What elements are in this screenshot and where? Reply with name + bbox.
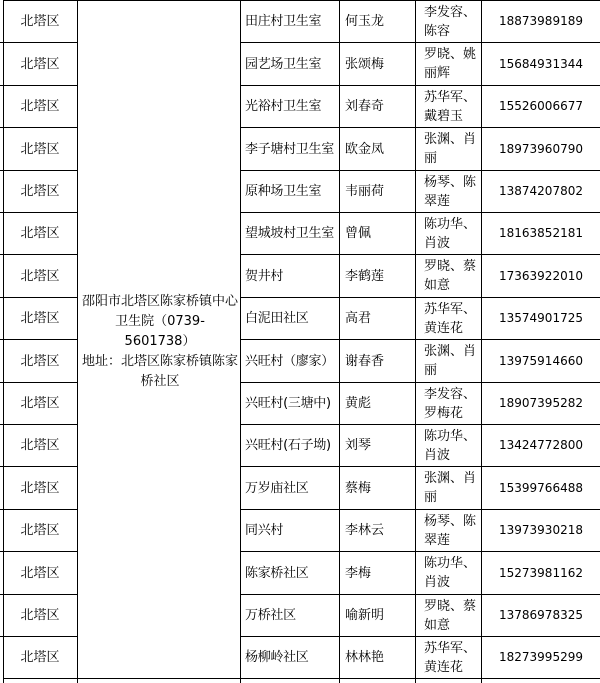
phone-cell: 18907395282 (499, 396, 583, 410)
staff-cell: 张渊、肖丽 (424, 344, 477, 378)
column-divider (339, 0, 340, 683)
district-cell: 北塔区 (20, 565, 60, 581)
district-cell: 北塔区 (20, 523, 60, 538)
district-cell: 北塔区 (20, 650, 60, 665)
clinic-name-cell: 兴旺村（廖家） (245, 353, 334, 369)
staff-cell: 苏华军、黄连花 (424, 301, 477, 336)
doctor-cell: 李鹤莲 (345, 268, 385, 284)
district-cell: 北塔区 (20, 99, 60, 114)
doctor-cell: 李林云 (345, 523, 385, 538)
staff-cell: 张渊、肖丽 (424, 132, 477, 166)
doctor-cell: 高君 (345, 311, 372, 326)
staff-cell: 苏华军、黄连花 (424, 640, 477, 675)
staff-cell: 陈功华、肖波 (424, 556, 477, 590)
doctor-cell: 喻新明 (345, 608, 385, 623)
phone-cell: 15273981162 (499, 565, 583, 580)
district-cell: 北塔区 (20, 311, 60, 326)
clinic-name-cell: 杨柳岭社区 (245, 650, 309, 665)
staff-cell: 杨琴、陈翠莲 (424, 513, 477, 548)
row-divider (3, 678, 600, 679)
staff-cell: 杨琴、陈翠莲 (424, 174, 477, 209)
district-cell: 北塔区 (20, 268, 60, 284)
doctor-cell: 韦丽荷 (345, 184, 385, 199)
clinic-name-cell: 贺井村 (245, 268, 284, 284)
doctor-cell: 张颂梅 (345, 56, 385, 72)
doctor-cell: 欧金凤 (345, 141, 385, 157)
phone-cell: 18273995299 (499, 650, 583, 664)
clinic-name-cell: 原种场卫生室 (245, 184, 322, 199)
clinic-name-cell: 田庄村卫生室 (245, 14, 322, 29)
district-cell: 北塔区 (20, 608, 60, 623)
doctor-cell: 曾佩 (345, 226, 372, 241)
district-cell: 北塔区 (20, 141, 60, 157)
column-divider (240, 0, 241, 683)
district-cell: 北塔区 (20, 438, 60, 453)
staff-cell: 陈功华、肖波 (424, 216, 477, 251)
staff-cell: 陈功华、肖波 (424, 428, 477, 463)
staff-cell: 罗晓、姚丽辉 (424, 47, 477, 81)
district-cell: 北塔区 (20, 353, 60, 369)
phone-cell: 15684931344 (499, 56, 583, 71)
phone-cell: 15526006677 (499, 99, 583, 113)
phone-cell: 18163852181 (499, 226, 583, 240)
doctor-cell: 黄彪 (345, 396, 372, 411)
doctor-cell: 蔡梅 (345, 480, 372, 496)
phone-cell: 13973930218 (499, 523, 583, 537)
clinic-name-cell: 望城坡村卫生室 (245, 226, 334, 241)
clinic-name-cell: 兴旺村(三塘中) (245, 396, 331, 411)
hospital-address: 地址：北塔区陈家桥镇陈家桥社区 (81, 353, 238, 389)
doctor-cell: 李梅 (345, 565, 372, 581)
district-cell: 北塔区 (20, 480, 60, 496)
hospital-name: 邵阳市北塔区陈家桥镇中心卫生院（0739-5601738） (81, 293, 238, 349)
phone-cell: 13786978325 (499, 608, 583, 622)
staff-cell: 李发容、罗梅花 (424, 386, 477, 421)
district-cell: 北塔区 (20, 14, 60, 29)
clinic-name-cell: 李子塘村卫生室 (245, 141, 334, 157)
clinic-name-cell: 园艺场卫生室 (245, 56, 322, 72)
phone-cell: 13574901725 (499, 311, 583, 325)
doctor-cell: 何玉龙 (345, 14, 385, 29)
phone-cell: 17363922010 (499, 268, 583, 283)
district-cell: 北塔区 (20, 226, 60, 241)
phone-cell: 18973960790 (499, 141, 583, 156)
district-cell: 北塔区 (20, 56, 60, 72)
staff-cell: 苏华军、戴碧玉 (424, 89, 477, 124)
district-cell: 北塔区 (20, 184, 60, 199)
district-cell: 北塔区 (20, 396, 60, 411)
staff-cell: 罗晓、蔡如意 (424, 259, 477, 293)
doctor-cell: 谢春香 (345, 353, 385, 369)
clinic-name-cell: 兴旺村(石子坳) (245, 438, 331, 453)
phone-cell: 15399766488 (499, 480, 583, 495)
phone-cell: 13975914660 (499, 353, 583, 368)
staff-cell: 张渊、肖丽 (424, 471, 477, 505)
doctor-cell: 刘春奇 (345, 99, 385, 114)
column-divider (415, 0, 416, 683)
staff-cell: 李发容、陈容 (424, 4, 477, 39)
clinic-name-cell: 万桥社区 (245, 608, 296, 623)
phone-cell: 18873989189 (499, 14, 583, 28)
doctor-cell: 林林艳 (345, 650, 385, 665)
clinic-name-cell: 同兴村 (245, 523, 284, 538)
column-divider (77, 0, 78, 683)
staff-cell: 罗晓、蔡如意 (424, 598, 477, 633)
phone-cell: 13424772800 (499, 438, 583, 452)
phone-cell: 13874207802 (499, 184, 583, 198)
hospital-info-cell (80, 0, 240, 683)
clinic-name-cell: 陈家桥社区 (245, 565, 309, 581)
clinic-name-cell: 光裕村卫生室 (245, 99, 322, 114)
clinic-name-cell: 万岁庙社区 (245, 480, 309, 496)
clinic-name-cell: 白泥田社区 (245, 311, 309, 326)
doctor-cell: 刘琴 (345, 438, 372, 453)
